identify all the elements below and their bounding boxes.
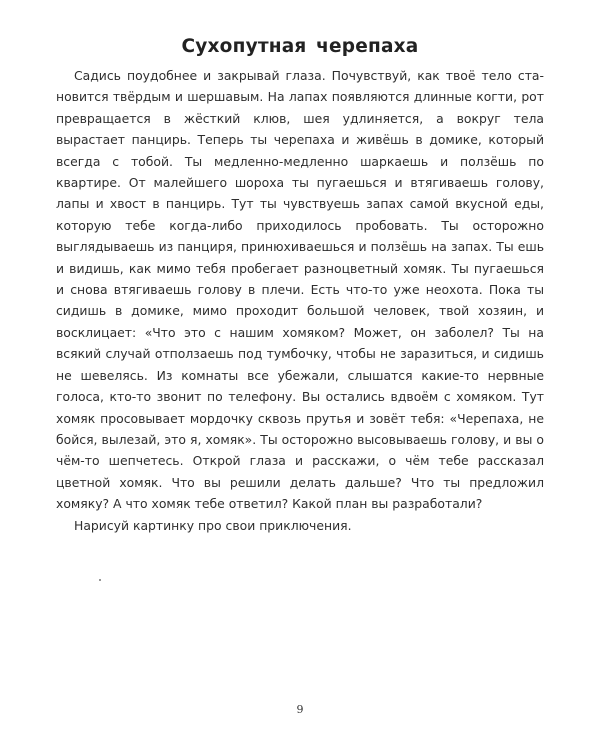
story-text — [56, 65, 544, 536]
story-paragraph: Садись поудобнее и закрывай глаза. Почувствуй, как твоё тело становится твёрдым и шершавым. На лапах появляются длинные когти, рот превращается в жёсткий клюв, шея удлиняется, а вокруг тела вырастает панцирь. Теперь ты черепаха и живёшь в домике, который всегда с тобой. Ты медленно-медленно шаркаешь и ползёшь по квартире. От малейшего шороха ты пугаешься и втягиваешь голову, лапы и хвост в панцирь. Тут ты чувствуешь запах самой вкусной еды, которую тебе когда-либо приходилось пробовать. Ты осторожно выглядываешь из панциря, принюхиваешься и ползёшь на запах. Ты ешь и видишь, как мимо тебя пробегает разноцветный хомяк. Ты пугаешься и снова втягиваешь голову в плечи. Есть что-то уже неохота. Пока ты сидишь в домике, мимо проходит большой человек, твой хозяин, и восклицает: «Что это с нашим хомяком? Может, он заболел? Ты на всякий случай отползаешь под тумбочку, чтобы не заразиться, и сидишь не шевелясь. Из комнаты все убежали, слышатся какие-то нервные голоса, кто-то звонит по телефону. Вы остались вдвоём с хомяком. Тут хомяк просовывает мордочку сквозь прутья и зовёт тебя: «Черепаха, не бойся, вылезай, это я, хомяк». Ты осторожно высовываешь голову, и вы о чём-то шепчетесь. Открой глаза и расскажи, о чём тебе рассказал цветной хомяк. Что вы решили делать дальше? Что ты предложил хомяку? А что хомяк тебе ответил? Какой план вы разработали? — [56, 68, 544, 512]
stray-dot-mark — [99, 579, 101, 581]
page-title: Сухопутная черепаха — [181, 36, 419, 57]
drawing-instruction: Нарисуй картинку про свои приключения. — [74, 517, 352, 533]
page-number: 9 — [296, 703, 304, 716]
